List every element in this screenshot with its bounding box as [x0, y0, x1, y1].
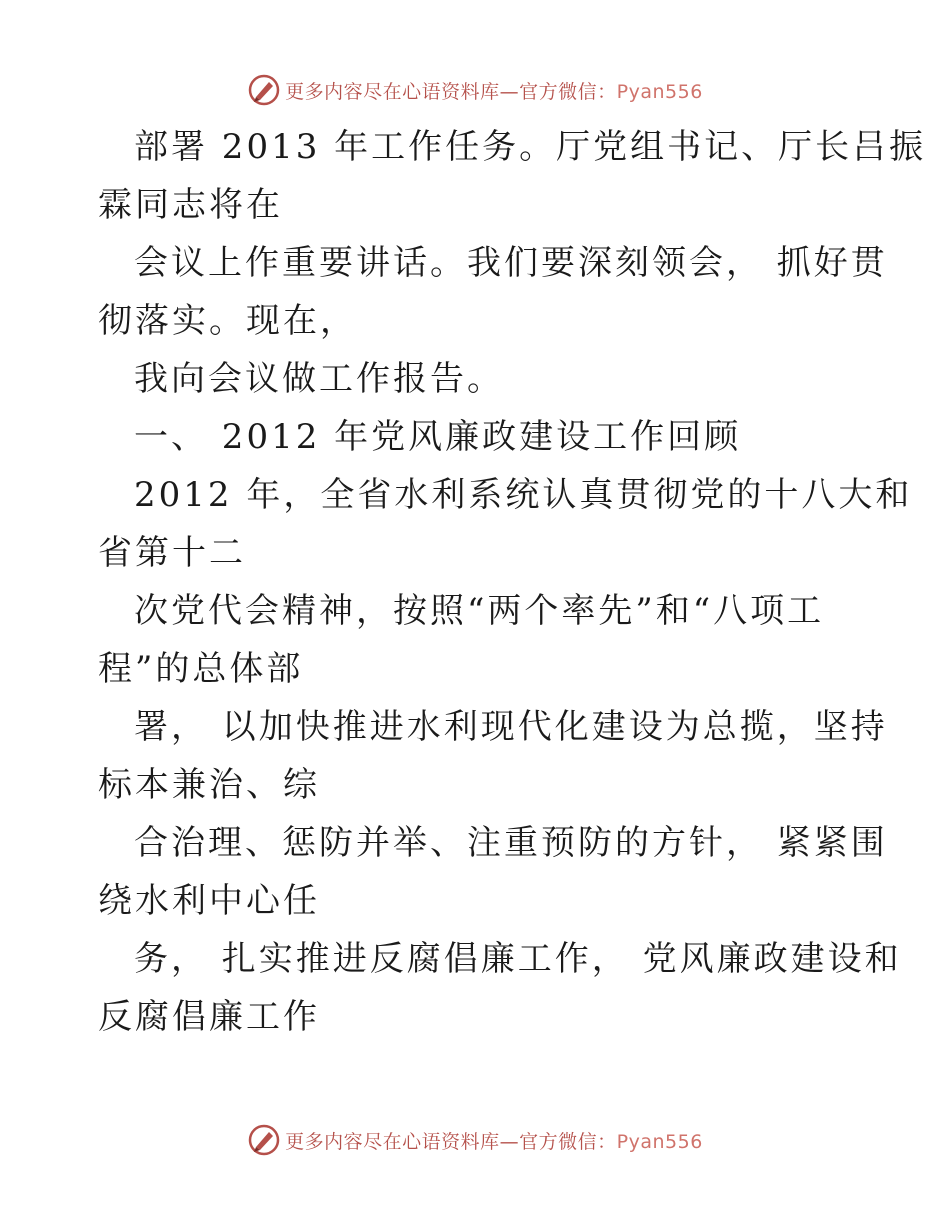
- paragraph-line: 标本兼治、综: [98, 765, 320, 805]
- paragraph-line: 霖同志将在: [98, 185, 283, 225]
- paragraph-line: 部署 2013 年工作任务。厅党组书记、厅长吕振: [134, 127, 927, 167]
- paragraph: [98, 814, 888, 930]
- paragraph: [98, 930, 902, 1046]
- section-heading: [98, 408, 868, 466]
- paragraph-line: 次党代会精神，按照“两个率先”和“八项工: [134, 591, 825, 631]
- paragraph: [98, 350, 868, 408]
- watermark-id: Pyan556: [616, 1130, 703, 1153]
- document-body: [98, 118, 927, 1046]
- paragraph: [98, 234, 888, 350]
- footer-watermark: [0, 1120, 950, 1160]
- heading-text: 一、 2012 年党风廉政建设工作回顾: [134, 417, 742, 457]
- pen-logo-icon: [247, 1123, 281, 1157]
- paragraph-line: 合治理、惩防并举、注重预防的方针， 紧紧围: [134, 823, 888, 863]
- paragraph-line: 彻落实。现在，: [98, 301, 357, 341]
- paragraph: [98, 698, 888, 814]
- header-watermark: [0, 70, 950, 110]
- watermark-text: 更多内容尽在心语资料库—官方微信：Pyan556: [285, 80, 703, 103]
- paragraph: [98, 582, 868, 698]
- paragraph-line: 2012 年，全省水利系统认真贯彻党的十八大和: [134, 475, 913, 515]
- paragraph-line: 我向会议做工作报告。: [134, 359, 504, 399]
- paragraph: [98, 118, 927, 234]
- paragraph-line: 省第十二: [98, 533, 246, 573]
- paragraph-line: 务， 扎实推进反腐倡廉工作， 党风廉政建设和: [134, 939, 902, 979]
- paragraph-line: 程”的总体部: [98, 649, 304, 689]
- paragraph-line: 绕水利中心任: [98, 881, 320, 921]
- watermark-text: 更多内容尽在心语资料库—官方微信：Pyan556: [285, 1130, 703, 1153]
- paragraph-line: 署， 以加快推进水利现代化建设为总揽，坚持: [134, 707, 888, 747]
- watermark-id: Pyan556: [616, 80, 703, 103]
- paragraph-line: 反腐倡廉工作: [98, 997, 320, 1037]
- pen-logo-icon: [247, 73, 281, 107]
- paragraph-line: 会议上作重要讲话。我们要深刻领会， 抓好贯: [134, 243, 888, 283]
- paragraph: [98, 466, 913, 582]
